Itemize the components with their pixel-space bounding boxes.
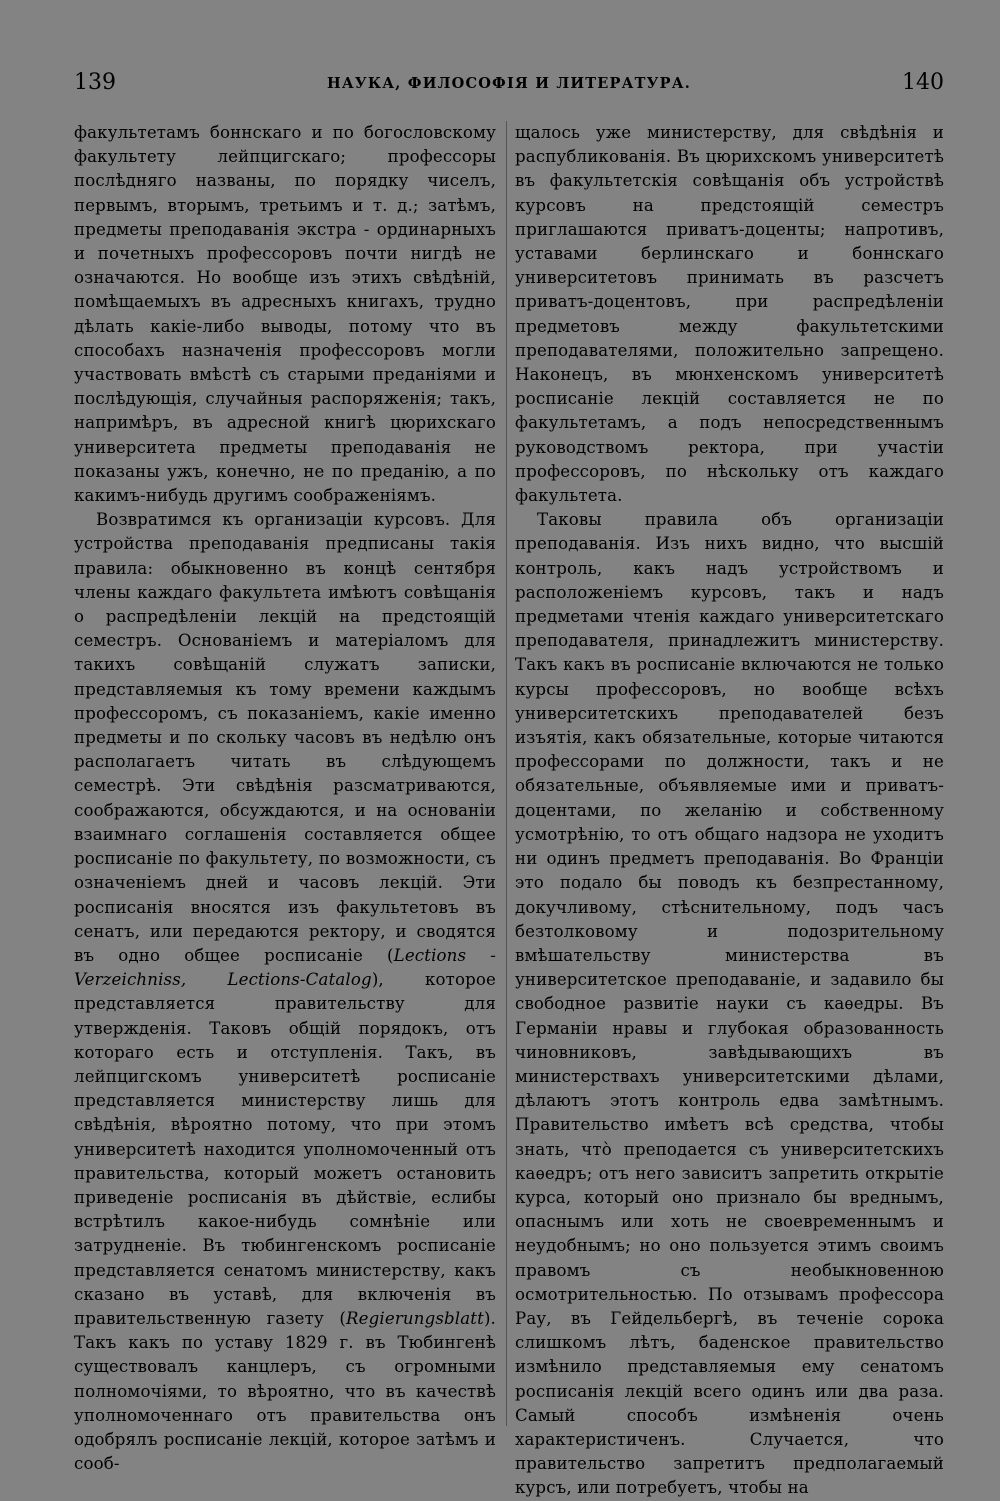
left-paragraph-1: факультетамъ боннскаго и по богословскому факультету лейпцигскаго; профессоры послѣдняго названы, по порядку чиселъ, первымъ, вторымъ, третьимъ и т. д.; затѣмъ, предметы преподаванія экстра - ординарныхъ и почетныхъ профессоровъ почти нигдѣ не означаются. Но вообще изъ этихъ свѣдѣній, помѣщаемыхъ въ адресныхъ книгахъ, трудно дѣлать какіе-либо выводы, потому что въ способахъ назначенія профессоровъ могли участвовать вмѣстѣ съ старыми преданіями и послѣдующія, случайныя распоряженія; такъ, напримѣръ, въ адресной книгѣ цюрихскаго университета предметы преподаванія не показаны ужъ, конечно, не по преданію, а по какимъ-нибудь другимъ соображеніямъ.	[74, 123, 496, 506]
regierungsblatt-title: Regierungsblatt	[346, 1308, 484, 1328]
left-paragraph-2	[74, 508, 496, 1476]
left-paragraph-2-part-b: ), которое представляется правительству для утвержденія. Таковъ общій порядокъ, отъ котораго есть и отступленія. Такъ, въ лейпцигскомъ университетѣ росписаніе представляется министерству лишь для свѣдѣнія, вѣроятно потому, что при этомъ университетѣ находится уполномоченный отъ правительства, который можетъ остановить приведеніе росписанія въ дѣйствіе, еслибы встрѣтилъ какое-нибудь сомнѣніе или затрудненіе. Въ тюбингенскомъ росписаніе представляется сенатомъ министерству, какъ сказано въ уставѣ, для включенія въ правительственную газету (	[74, 970, 496, 1328]
running-title: НАУКА, ФИЛОСОФІЯ И ЛИТЕРАТУРА.	[327, 75, 691, 92]
column-divider	[506, 121, 507, 1426]
page-number-left: 139	[74, 70, 116, 95]
left-column	[74, 121, 496, 1476]
left-paragraph-2-part-c: ). Такъ какъ по уставу 1829 г. въ Тюбингенѣ существовалъ канцлеръ, съ огромными полномочіями, то вѣроятно, что въ качествѣ уполномоченнаго отъ правительства онъ одобрялъ росписаніе лекцій, которое затѣмъ и сооб-	[74, 1308, 496, 1474]
running-header	[74, 70, 944, 104]
lections-catalog-title: Lections - Verzeichniss, Lections-Catalog	[74, 945, 497, 990]
right-column	[515, 121, 944, 1501]
page-number-right: 140	[902, 70, 944, 95]
right-paragraph-2: Таковы правила объ организаціи преподаванія. Изъ нихъ видно, что высшій контроль, какъ надъ устройствомъ и расположеніемъ курсовъ, такъ и надъ предметами чтенія каждаго университетскаго преподавателя, принадлежитъ министерству. Такъ какъ въ росписаніе включаются не только курсы профессоровъ, но вообще всѣхъ университетскихъ преподавателей безъ изъятія, какъ обязательные, которые читаются профессорами по должности, такъ и не обязательные, объявляемые ими и приватъ-доцентами, по желанію и собственному усмотрѣнію, то отъ общаго надзора не уходитъ ни одинъ предметъ преподаванія. Во Франціи это подало бы поводъ къ безпрестанному, докучливому, стѣснительному, подъ часъ безтолковому и подозрительному вмѣшательству министерства въ университетское преподаваніе, и задавило бы свободное развитіе науки съ каѳедры. Въ Германіи нравы и глубокая образованность чиновниковъ, завѣдывающихъ въ министерствахъ университетскими дѣлами, дѣлаютъ этотъ контроль едва замѣтнымъ. Правительство имѣетъ всѣ средства, чтобы знать, что̀ преподается съ университетскихъ каѳедръ; отъ него зависитъ запретить открытіе курса, который оно признало бы вреднымъ, опаснымъ или хоть не своевременнымъ и неудобнымъ; но оно пользуется этимъ своимъ правомъ съ необыкновенною осмотрительностью. По отзывамъ профессора Рау, въ Гейдельбергѣ, въ теченіе сорока слишкомъ лѣтъ, баденское правительство измѣнило представляемыя ему сенатомъ росписанія лекцій всего одинъ или два раза. Самый способъ измѣненія очень характеристиченъ. Случается, что правительство запретитъ предполагаемый курсъ, или потребуетъ, чтобы на	[515, 510, 944, 1498]
left-paragraph-2-part-a: Возвратимся къ организаціи курсовъ. Для устройства преподаванія предписаны такія правила: обыкновенно въ концѣ сентября члены каждаго факультета имѣютъ совѣщанія о распредѣленіи лекцій на предстоящій семестръ. Основаніемъ и матеріаломъ для такихъ совѣщаній служатъ записки, представляемыя къ тому времени каждымъ профессоромъ, съ показаніемъ, какіе именно предметы и по скольку часовъ въ недѣлю онъ располагаетъ читать въ слѣдующемъ семестрѣ. Эти свѣдѣнія разсматриваются, соображаются, обсуждаются, и на основаніи взаимнаго соглашенія составляется общее росписаніе по факультету, по возможности, съ означеніемъ дней и часовъ лекцій. Эти росписанія вносятся изъ факультетовъ въ сенатъ, или передаются ректору, и сводятся въ одно общее росписаніе (	[74, 510, 496, 965]
right-paragraph-1: щалось уже министерству, для свѣдѣнія и распубликованія. Въ цюрихскомъ университетѣ въ факультетскія совѣщанія объ устройствѣ курсовъ на предстоящій семестръ приглашаются приватъ-доценты; напротивъ, уставами берлинскаго и боннскаго университетовъ принимать въ разсчетъ приватъ-доцентовъ, при распредѣленіи предметовъ между факультетскими преподавателями, положительно запрещено. Наконецъ, въ мюнхенскомъ университетѣ росписаніе лекцій составляется не по факультетамъ, а подъ непосредственнымъ руководствомъ ректора, при участіи профессоровъ, по нѣскольку отъ каждаго факультета.	[515, 123, 944, 506]
